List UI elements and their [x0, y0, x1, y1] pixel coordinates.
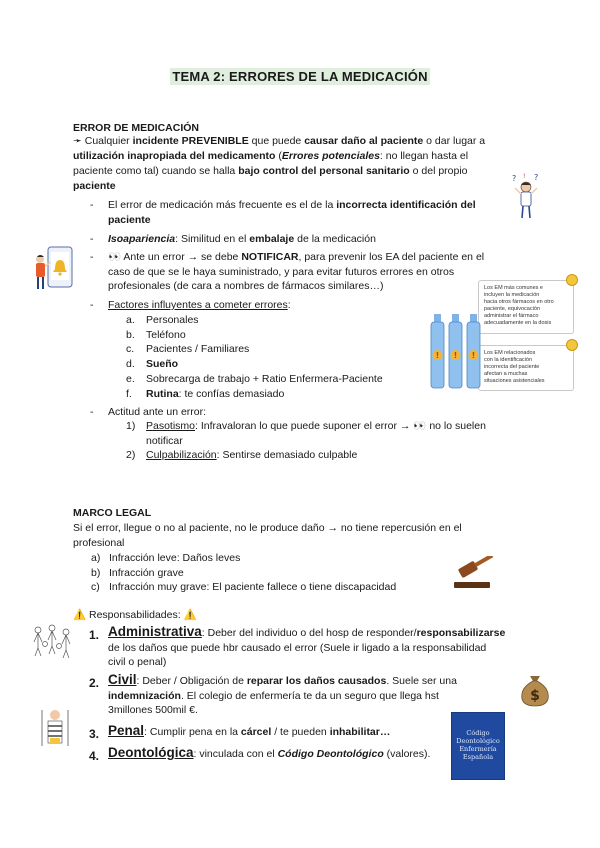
- bullet-isoapariencia: Isoapariencia: Similitud en el embalaje de la medicación: [108, 233, 376, 245]
- legal-marker: a): [91, 552, 101, 564]
- legal-line-2: profesional: [73, 537, 125, 549]
- dash-marker: -: [90, 199, 94, 211]
- factor-item: Sueño: [146, 358, 179, 370]
- legal-marker: c): [91, 581, 100, 593]
- section-heading-legal: MARCO LEGAL: [73, 507, 152, 519]
- confused-nurse-illustration: [508, 172, 544, 220]
- resp-number: 2.: [89, 676, 100, 690]
- sticky-note-2: Los EM relacionados con la identificación incorrecta del paciente afectan a muchas situaciones asistenciales: [478, 345, 574, 391]
- resp-penal: Penal: Cumplir pena en la cárcel / te pueden inhabilitar…: [108, 723, 391, 738]
- legal-item: Infracción muy grave: El paciente fallece o tiene discapacidad: [109, 581, 397, 593]
- people-sketch-illustration: [30, 622, 76, 662]
- phone-notification-illustration: [30, 243, 80, 293]
- dash-marker: -: [90, 406, 94, 418]
- attitude-marker: 1): [126, 420, 136, 432]
- factor-marker: d.: [126, 358, 135, 370]
- factor-item: Sobrecarga de trabajo + Ratio Enfermera-Paciente: [146, 373, 383, 385]
- alert-mark: !: [453, 351, 458, 360]
- alert-mark: !: [471, 351, 476, 360]
- definition-line-1: ➛ Cualquier incidente PREVENIBLE que puede causar daño al paciente o dar lugar a: [73, 135, 486, 147]
- factor-item: Pacientes / Familiares: [146, 343, 250, 355]
- svg-text:$: $: [530, 688, 540, 704]
- legal-line-1: Si el error, llegue o no al paciente, no le produce daño → no tiene repercusión en el: [73, 522, 462, 534]
- bullet-notificar: 👀 Ante un error → se debe NOTIFICAR, para prevenir los EA del paciente en el caso de que se le haya suministrado, y para evitar futuros errores en otros profesionales (de cara a nombres de fármacos similares…): [108, 251, 485, 292]
- resp-number: 1.: [89, 628, 100, 642]
- attitude-marker: 2): [126, 449, 136, 461]
- factor-item: Personales: [146, 314, 199, 326]
- attitude-title: Actitud ante un error:: [108, 406, 207, 418]
- dash-marker: -: [90, 233, 94, 245]
- pin-icon: [566, 274, 578, 286]
- resp-number: 4.: [89, 749, 100, 763]
- resp-civil: Civil: Deber / Obligación de reparar los daños causados. Suele ser una indemnización. El colegio de enfermería te da un seguro que llega hst 3millones 500mil €.: [108, 672, 457, 716]
- page-title: TEMA 2: ERRORES DE LA MEDICACIÓN: [172, 69, 428, 84]
- attitude-item-pasotismo: Pasotismo: Infravaloran lo que puede suponer el error → 👀 no lo suelen notificar: [146, 420, 486, 447]
- resp-administrativa: Administrativa: Deber del individuo o del hosp de responder/responsabilizarse de los daños que puede hbr causado el error (Suele ir ligado a la responsabilidad civil o penal): [108, 624, 506, 668]
- deontological-code-book: Código Deontológico Enfermería Española: [451, 712, 505, 780]
- pin-icon: [566, 339, 578, 351]
- bullet-most-frequent: El error de medicación más frecuente es el de la incorrecta identificación del paciente: [108, 199, 476, 226]
- dash-marker: -: [90, 251, 94, 263]
- factors-title: Factores influyentes a cometer errores:: [108, 299, 291, 311]
- factor-marker: b.: [126, 329, 135, 341]
- svg-text:?: ?: [512, 174, 517, 183]
- attitude-item-culpabilizacion: Culpabilización: Sentirse demasiado culpable: [146, 449, 358, 461]
- legal-item: Infracción grave: [109, 567, 184, 579]
- definition-line-4: paciente: [73, 180, 116, 192]
- responsibilities-title: ⚠️ Responsabilidades: ⚠️: [73, 609, 197, 621]
- factor-marker: f.: [126, 388, 132, 400]
- factor-item: Teléfono: [146, 329, 186, 341]
- section-heading-error: ERROR DE MEDICACIÓN: [73, 122, 200, 134]
- factor-marker: c.: [126, 343, 135, 355]
- sticky-note-1: Los EM más comunes e incluyen la medicación hacia otros fármacos en otro paciente, equivocación administrar el fármaco adecuadamente en la dosis: [478, 280, 574, 334]
- factor-marker: a.: [126, 314, 135, 326]
- gavel-icon: [448, 556, 498, 590]
- factor-item: Rutina: te confías demasiado: [146, 388, 285, 400]
- medicine-vials-illustration: [428, 310, 484, 392]
- factor-marker: e.: [126, 373, 135, 385]
- resp-deontologica: Deontológica: vinculada con el Código Deontológico (valores).: [108, 745, 431, 760]
- definition-line-3: paciente como tal) cuando se halla bajo control del personal sanitario o del propio: [73, 165, 468, 177]
- money-bag-icon: [516, 670, 554, 708]
- dash-marker: -: [90, 299, 94, 311]
- svg-text:?: ?: [534, 173, 539, 182]
- definition-line-2: utilización inapropiada del medicamento (Errores potenciales: no llegan hasta el: [73, 150, 469, 162]
- legal-marker: b): [91, 567, 101, 579]
- warning-icon: ⚠️: [73, 609, 87, 621]
- resp-number: 3.: [89, 727, 100, 741]
- svg-text:!: !: [523, 173, 526, 180]
- prisoner-illustration: [38, 708, 72, 748]
- alert-mark: !: [435, 351, 440, 360]
- legal-item: Infracción leve: Daños leves: [109, 552, 241, 564]
- warning-icon: ⚠️: [183, 609, 197, 621]
